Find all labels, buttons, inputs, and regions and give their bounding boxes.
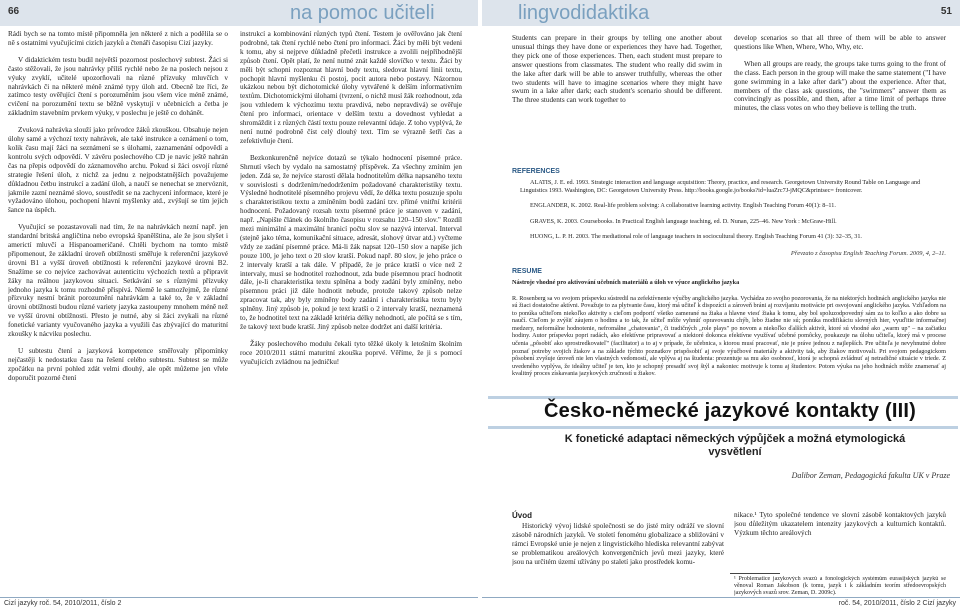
article-author: Dalibor Zeman, Pedagogická fakulta UK v Praze: [791, 471, 950, 480]
left-page-section-title: na pomoc učiteli: [290, 2, 435, 24]
references-heading: REFERENCES: [512, 168, 560, 175]
right-page-number: 51: [940, 6, 952, 17]
footnote: ¹ Problematice jazykových svazů a fonologických systémům eurasijských jazyků se věnoval Roman Jakobson (k tomu, jazyk i k základním teorím středoevropských jazykových svazů srov. Zeman, D. 2009c).: [734, 576, 946, 596]
intro-column-2: [734, 511, 946, 571]
reference-item: ENGLANDER, K. 2002. Real-life problem solving: A collaborative learning activity. English Teaching Forum 40(1): 8–11.: [530, 202, 836, 210]
resume-text: R. Rosenberg sa vo svojom príspevku sústredil na zefektívnenie výučby anglického jazyka. Vychádza zo svojho pozorovania, že na niektorých hodinách anglického jazyka nie sú žiaci dostatočne aktívni. Považuje to za plytvanie času, ktorý má učiteľ k dispozícii a zároveň bráni aj rozvíjaniu motivácie pri osvojovaní anglického jazyka. Vzhľadom na to ponúka učiteľom niekoľko aktivity s cieľom podporiť všetko zamerané na žiaka a hlavne viesť žiaka k tomu, aby bol spoluzodpovedný sám za to koľko a ako dobre sa naučí. Cieľom je zvýšiť záujem o hodinu a to tak, že učiteľ môže vyhnúť opravovaniu chýb, lebo žiadne nie sú; ponúka modifikáciu slovných hier, vyuďitie informačnej medzery, neformálne hodnotenie, nefromálne „chatovania", či tradičných „role plays" po novom a niekoľko ďalších aktivít, ktoré sú vhodné ako „warm up" – na začiatku hodiny. Autor príspevku popri radách, ako efektívne pripravovať a niektoré dokonca efektívne využívať učebné pomôcky, poukazuje na úlohu učiteľa, ktorý má v procese učenia „pôsobiť ako sprostredkovateľ" (facilitator) a to aj v prípade, že učebnica, s ktorou musí pracovať, nie je práve jednou z najlepších. Pre učiteľa je nevyhnutné dobre poznať potreby svojich žiakov a na základe týchto poznatkov prispôsobiť aj svoje výučbové materiály a aktivity tak, aby žiakov motivovali. Pri svojom pedagogickom pôsobení zvyšuje úroveň nie len vlastných vedomostí, ale vplýva aj na študenta: prezentuje sa mu ako osobnosť, ktorá je schopná zvládnuť aj netradičné situácie v triede. Z uvedeného vyplýva, že ideálny učiteľ je ten, kto je schopný presadiť svoj štýl a nakoniec motivuje k tomu aj študentov. Potom výuka na jeho hodinách môže znamenať aj kvalitný proces získavania jazykových zručností u žiakov.: [512, 294, 946, 378]
paragraph: instrukcí a kombinování různých typů čtení. Testem je ověřováno jak čtení podrobné, tak čtení rychlé nebo čtení pro informaci. Žáci by měli být vedeni k tomu, aby si nejprve důkladně přečetli instrukce a zvolili nejpříhodnější způsob čtení. Opět platí, že není nutné znát každé slovíčko v textu. Žáci by měli být schopni rozpoznat hlavní body textu, sledovat hlavní linii textu, pochopit hlavní myšlenku či postoj, pocit autora nebo postavy. Názornou ukázkou nebou být dichotomické úlohy vytvářené k delším informativním textům. Dichotomickými úlohami (tvrzení, o nichž musí žák rozhodnout, zda jsou vzhledem k výchozímu textu pravdivá, nebo nepravdivá) se ověřuje čtení pro informaci, orientace v delším textu a dovednost vyhledat a shromáždit i z různých částí textu pouze relevantní údaje. Z toho vyplývá, že není nutné podrobně číst celý dlouhý text. Tím se výrazně šetří čas a zefektivňuje čtení.: [240, 30, 462, 145]
paragraph: When all groups are ready, the groups take turns going to the front of the class. Each person in the group will make the same statement ("I have gone swimming in a lake after dark") about the experience. After that, members of the class ask questions, the "swimmers" answer them as convincingly as possible, and then, after a time limit of perhaps three minutes, the class votes on who they believe is telling the truth.: [734, 59, 946, 113]
reference-item: ALATIS, J. E. ed. 1993. Strategic interaction and language acquisition: Theory, practice, and research. Georgetown University Round Table on Language and Linguistics 1993. Washington, DC: Georgetown University Press. http://books.google.jo/books?id=luaZrc7J-jMQC&printsec= frontcover.: [520, 178, 921, 194]
right-page-section-title: lingvodidaktika: [518, 2, 650, 24]
paragraph: Bezkonkurenčně nejvíce dotazů se týkalo hodnocení písemné práce. Shrnutí všech by vydalo na samostatný příspěvek. Za všechny zmíním jen jeden. Zdá se, že nejvíce starostí dělala hodnotitelům délka napsaného textu v souvislosti s dodržením/nedodržením požadované charakteristiky textu. Výsledné hodnotitelé písemného projevu vědí, že délka textu posuzuje spolu s charakteristikou textu a zmíněním bodů zadání tzv. přímé vnitřní kritérii hodnocení. Požadovaný rozsah textu písemné práce je stanoven v zadání, např. „Napište článek do školního časopisu v rozsahu 120–150 slov." Rozdíl mezi minimální a maximální hranicí počtu slov se nazývá interval. Interval (stejně jako téma, komunikační situace, adresát, slohový útvar atd.) vyčteme vždy ze zadání písemné práce. Má-li žák napsat 120–150 slov a napíše jich pouze 100, je jeho text o 20 slov kratší. Pokud např. 80 slov, je jeho práce o 2 intervaly kratší a tak dále. V případě, že je práce kratší o více než 2 intervaly, musí se hodnotitel rozhodnout, zda bude písemnou prací hodnotit dále, je-li charakteristika textu splněna a body zadání byly zmíněny, nebo písemnou práci již dále hodnotit nebude, protože takový způsob nelze zpracovat tak, aby byly zmíněny body zadání i charakteristika textu byly splněny. Jiný způsob je, pokud je text kratší o 2 intervaly kratší, neznamená to, že hodnotitel text na základě kritéria délky nehodnotí, ale počítá se s tím, že takový text bude kratší. Jiný způsob nelze dodržet ani další kritéria.: [240, 153, 462, 331]
reference-item: HUONG, L. P. H. 2003. The mediational role of language teachers in sociocultural theory. English Teaching Forum 41 (3): 32–35, 31.: [530, 233, 862, 241]
article-title: Česko-německé jazykové kontakty (III): [544, 400, 916, 422]
title-rule-bottom: [488, 426, 958, 429]
intro-heading: Úvod: [512, 511, 532, 520]
resume-section: [512, 268, 946, 380]
paragraph: Žáky poslechového modulu čekali tyto těžké úkoly k letošním školním roce 2010/2011 státní maturitní zkouška poprvé. Věříme, že ji s pomocí vyučujících zvládnou na jedničku!: [240, 339, 462, 366]
resume-heading: RESUMÉ: [512, 268, 542, 275]
paragraph: Rádi bych se na tomto místě připomněla jen některé z nich a podělila se o ně s ostatními vyučujícími cizích jazyků a čtenáři časopisu Cizí jazyky.: [8, 30, 228, 47]
paragraph: V didaktickém testu budil největší pozornost poslechový subtest. Žáci si často stěžovali, že jsou nahrávky příliš rychlé nebo že na poslech nejsou z výuky zvyklí, učitelé upozorňovali na různé přízvuky mluvčích v nahrávkách či na některé méně známé typy úloh atd. Obecně lze říci, že zatímco testy ověřující čtení s porozuměním jsou všem více méně známé, cvičení na porozumění textu se běžně vyskytují v učebnicích a četba je základním stavebním prvkem výuky, v poslechu je ještě co dohánět.: [8, 55, 228, 118]
left-page-number: 66: [8, 6, 20, 17]
title-rule-top: [488, 396, 958, 399]
right-page-column-1: [512, 34, 722, 164]
intro-column-1: [512, 522, 724, 592]
paragraph: Zvuková nahrávka slouží jako průvodce žáků zkouškou. Obsahuje nejen úlohy samé a výchozí texty nahrávek, ale také instrukce a oznámení o tom, kolik času mají žáci na seznámení se s úlohami, zaznamenání odpovědí a kontrolu svých odpovědí. V závěru poslechového CD je navíc ještě nahrán čas na přepis odpovědí do záznamového archu. Pokud si žáci osvojí různé strategie řešení úloh, z nichž za jednu z nejpodstatnějších považujeme důkladnou četbu instrukcí a zadání úloh, a naučí se nenechat se znervóznit, jakmile zazní neznámé slovo, soustředit se na zachycení informace, které je vyžadováno úlohou, pochopení hlavní myšlenky atd., zvýšují se tím jejich šance na úspěch.: [8, 126, 228, 215]
journal-footer-text: roč. 54, 2010/2011, číslo 2 Cizí jazyky: [838, 600, 956, 607]
paragraph: Vyučující se pozastavovali nad tím, že na nahrávkách nezní např. jen standardní britská angličtina nebo evropská španělština, ale že jsou slyšet i americtí mluvčí a Hispanoameričané. Chtěli bychom na tomto místě připomenout, že základní úroveň obtížnosti směřuje k referenční jazykové úrovni B1 a vyšší úroveň obtížnosti k referenční jazykové úrovni B2. Snažíme se co nejvíce zachovávat autenticitu výchozích textů a připravit žáky na reálnou jazykovou situaci. Setkávání se s různými přízvuky jednoho jazyka k tomu rozhodně přispívá. Niemě le samozřejmě, že různé přízvuky nesmí bránit porozumění nahrávkám a také to, že v základní úrovni obtížnosti budou různé variety jazyka zastoupeny mnohem méně než ve vyšší úrovni obtížnosti. Přesto je nutné, aby si žáci zvykali na různé fonetické varianty vyučovaného jazyka a využili čas zbývající do maturitní zkoušky k nácviku poslechu.: [8, 223, 228, 339]
article-subtitle: K fonetické adaptaci německých výpůjček a možná etymologická vysvětlení: [564, 433, 906, 458]
right-page-footer: [482, 597, 960, 610]
references-section: [512, 168, 946, 246]
footnote-rule: [730, 573, 780, 574]
paragraph: Historický vývoj lidské společnosti se do jisté míry odráží ve slovní zásobě národních jazyků. Ve století fenoménu globalizace a sbližování v rámci Evropské unie je nejen z lingvistického hlediska relevantní zabývat se problematikou areálových konvergenčních jevů mezi jazyky, které jsou na určitém území užívány po staletí jako prostředek komu-: [512, 522, 724, 566]
left-page-column-2: [240, 30, 462, 592]
left-page-column-1: [8, 30, 228, 592]
left-page-header: [0, 0, 478, 26]
reference-item: GRAVES, K. 2003. Coursebooks. In Practical English language teaching, ed. D. Nunan, 225–46. New York : McGraw-Hill.: [530, 217, 837, 225]
paragraph: U subtestu čtení a jazyková kompetence směřovaly připomínky nejčastěji k nedostatku času na řešení celého subtestu. Subtest se může zpočátku na první pohled zdát velmi dlouhý, ale opět můžeme jen vřele doporučit pozorné čtení: [8, 347, 228, 382]
paragraph: nikace.¹ Tyto společné tendence ve slovní zásobě kontaktových jazyků jsou důležitým ukazatelem intenzity jazykových a kulturních kontaktů. Výzkum těchto areálových: [734, 511, 946, 537]
reprint-note: Převzato z časopisu English Teaching Forum. 2009, 4, 2–11.: [790, 250, 946, 257]
resume-title: Nástroje vhodné pro aktivování učebních materiálů a úloh ve výuce anglického jazyka: [512, 278, 740, 286]
paragraph: Students can prepare in their groups by telling one another about unusual things they have done or experiences they have had. Together, they pick one of those experiences. Then, each student must prepare to answer questions from classmates. The student who really did swim in the lake after dark will be able to answer truthfully, whereas the other two students will have to imagine scenarios where they might have swum in a lake after dark; each student's scenario should be different. The three students can work together to: [512, 34, 722, 105]
right-page-header: [482, 0, 960, 26]
right-page-column-2: [734, 34, 946, 164]
paragraph: develop scenarios so that all three of them will be able to answer questions like When, Where, Who, Why, etc.: [734, 34, 946, 51]
left-page-footer: [0, 597, 478, 610]
journal-footer-text: Cizí jazyky roč. 54, 2010/2011, číslo 2: [4, 600, 122, 607]
